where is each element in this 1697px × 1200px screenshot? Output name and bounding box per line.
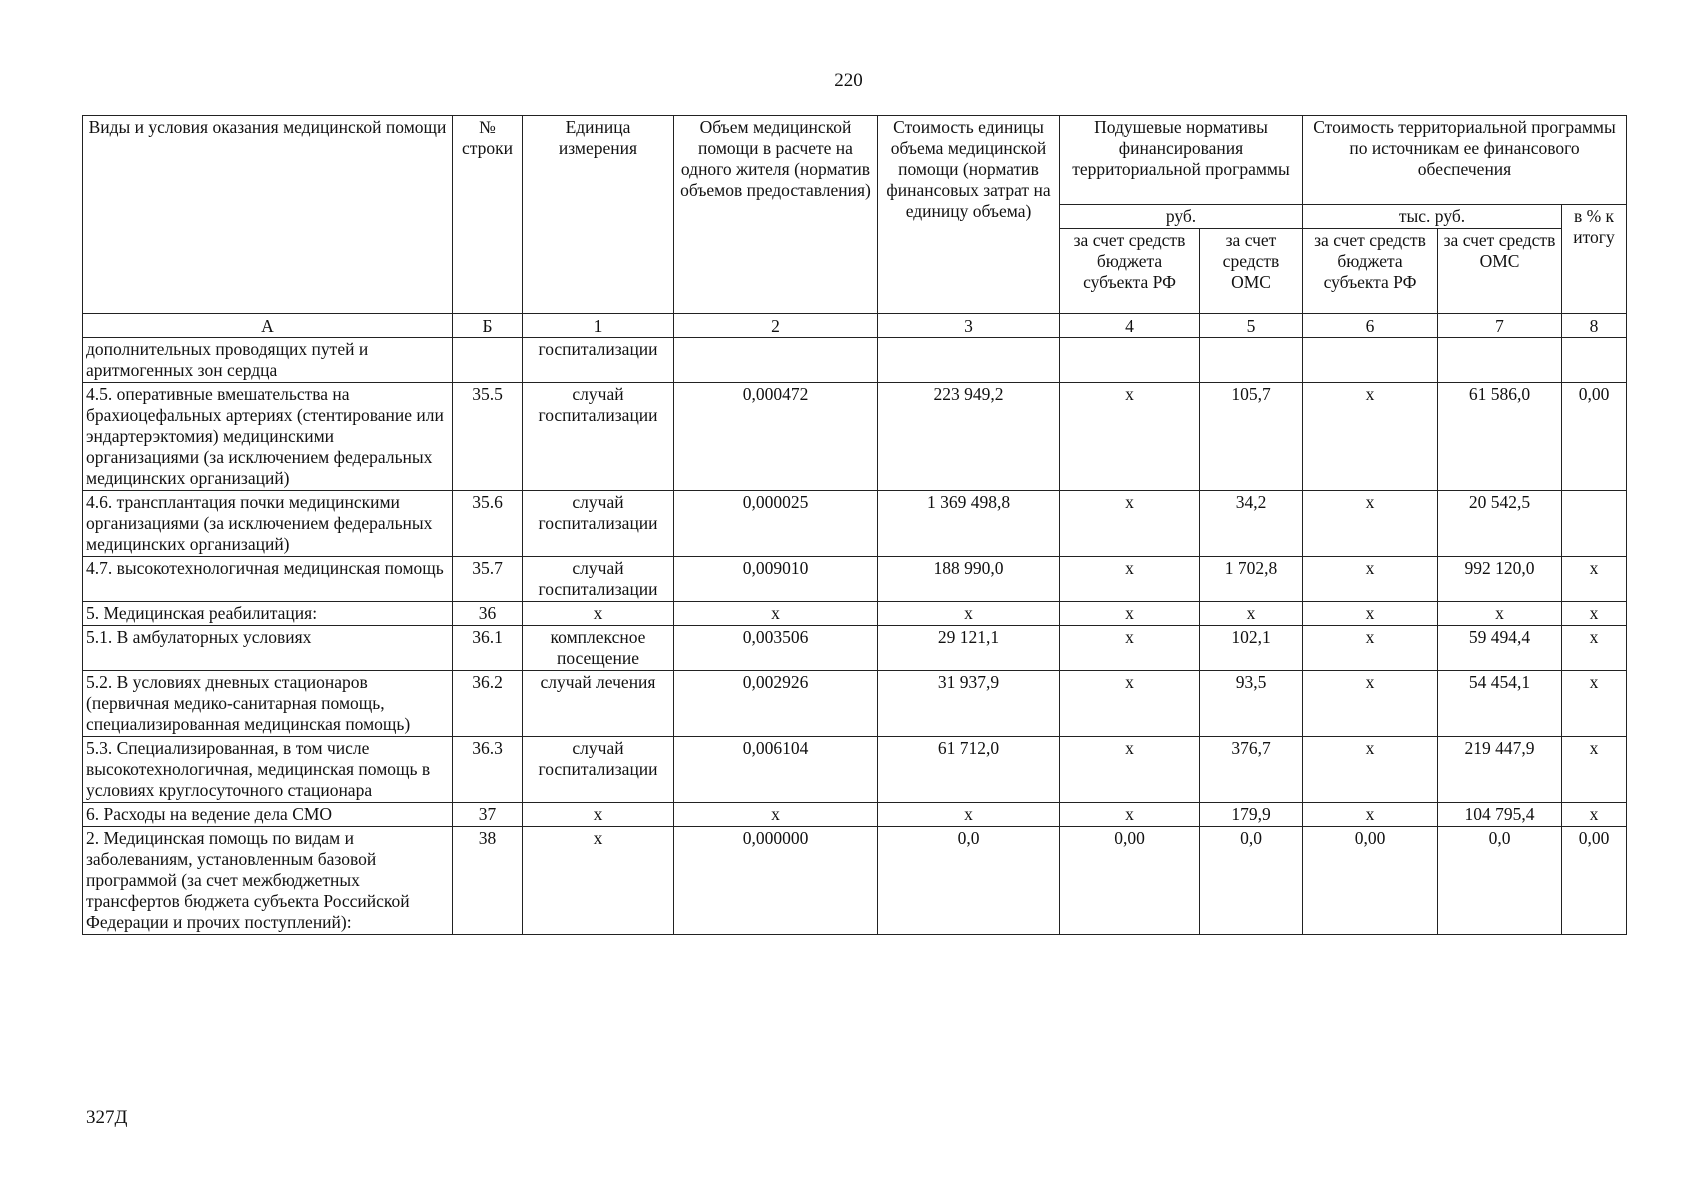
cell-row-number: 36.2 xyxy=(453,671,523,737)
column-number: 6 xyxy=(1303,314,1438,338)
header-cost-budget: за счет средств бюджета субъекта РФ xyxy=(1303,229,1438,314)
cell-type: 5. Медицинская реабилитация: xyxy=(83,602,453,626)
cell-type: 5.1. В амбулаторных условиях xyxy=(83,626,453,671)
cell-per-capita-oms: 105,7 xyxy=(1200,383,1303,491)
cell-volume: х xyxy=(674,803,878,827)
cell-unit: случай госпитализации xyxy=(523,737,674,803)
column-number: 8 xyxy=(1562,314,1627,338)
cell-volume: 0,006104 xyxy=(674,737,878,803)
cell-percent: х xyxy=(1562,803,1627,827)
cell-row-number: 36.1 xyxy=(453,626,523,671)
footer-code: 327Д xyxy=(86,1107,128,1128)
cell-unit: х xyxy=(523,803,674,827)
cell-cost-budget: х xyxy=(1303,383,1438,491)
cell-cost-budget: х xyxy=(1303,803,1438,827)
cell-per-capita-budget: х xyxy=(1060,383,1200,491)
cell-unit-cost: х xyxy=(878,803,1060,827)
cell-unit-cost: 29 121,1 xyxy=(878,626,1060,671)
cell-unit: госпитализации xyxy=(523,338,674,383)
table-body xyxy=(83,314,1627,935)
cell-cost-budget: х xyxy=(1303,626,1438,671)
cell-type: 4.7. высокотехнологичная медицинская помощь xyxy=(83,557,453,602)
header-cost-oms: за счет средств ОМС xyxy=(1438,229,1562,314)
cell-per-capita-budget: х xyxy=(1060,671,1200,737)
cell-percent: х xyxy=(1562,602,1627,626)
cell-cost-budget: х xyxy=(1303,671,1438,737)
cell-row-number: 35.5 xyxy=(453,383,523,491)
cell-row-number xyxy=(453,338,523,383)
cell-volume: 0,002926 xyxy=(674,671,878,737)
table-row xyxy=(83,803,1627,827)
page-number: 220 xyxy=(834,70,863,91)
cell-percent: х xyxy=(1562,737,1627,803)
column-number: 5 xyxy=(1200,314,1303,338)
cell-cost-oms: 219 447,9 xyxy=(1438,737,1562,803)
cell-unit: х xyxy=(523,827,674,935)
table-header xyxy=(83,116,1627,314)
column-number: Б xyxy=(453,314,523,338)
cell-cost-oms: 0,0 xyxy=(1438,827,1562,935)
table-row xyxy=(83,338,1627,383)
cell-unit-cost xyxy=(878,338,1060,383)
cell-unit: х xyxy=(523,602,674,626)
cell-type: 5.3. Специализированная, в том числе высокотехнологичная, медицинская помощь в условиях круглосуточного стационара xyxy=(83,737,453,803)
cell-unit-cost: х xyxy=(878,602,1060,626)
cell-unit-cost: 1 369 498,8 xyxy=(878,491,1060,557)
cell-percent xyxy=(1562,338,1627,383)
table-row xyxy=(83,557,1627,602)
cell-per-capita-oms: х xyxy=(1200,602,1303,626)
cell-cost-budget: х xyxy=(1303,737,1438,803)
cell-per-capita-oms: 102,1 xyxy=(1200,626,1303,671)
cell-type: 4.6. трансплантация почки медицинскими организациями (за исключением федеральных медицинских организаций) xyxy=(83,491,453,557)
cell-cost-oms: х xyxy=(1438,602,1562,626)
cell-volume: 0,003506 xyxy=(674,626,878,671)
cell-unit: комплексное посещение xyxy=(523,626,674,671)
header-volume: Объем медицинской помощи в расчете на одного жителя (норматив объемов предоставления) xyxy=(674,116,878,314)
cell-row-number: 36.3 xyxy=(453,737,523,803)
cell-cost-budget xyxy=(1303,338,1438,383)
header-program-cost: Стоимость территориальной программы по источникам ее финансового обеспечения xyxy=(1303,116,1627,205)
header-unit-cost: Стоимость единицы объема медицинской помощи (норматив финансовых затрат на единицу объема) xyxy=(878,116,1060,314)
cell-cost-oms: 54 454,1 xyxy=(1438,671,1562,737)
cell-per-capita-budget xyxy=(1060,338,1200,383)
cell-per-capita-budget: х xyxy=(1060,491,1200,557)
table-row xyxy=(83,671,1627,737)
cell-cost-budget: х xyxy=(1303,491,1438,557)
cell-volume: 0,000025 xyxy=(674,491,878,557)
column-number: 7 xyxy=(1438,314,1562,338)
column-number: А xyxy=(83,314,453,338)
cell-per-capita-budget: х xyxy=(1060,803,1200,827)
cell-type: 6. Расходы на ведение дела СМО xyxy=(83,803,453,827)
cell-per-capita-budget: х xyxy=(1060,626,1200,671)
cell-percent: х xyxy=(1562,671,1627,737)
cell-percent: х xyxy=(1562,557,1627,602)
table-row xyxy=(83,626,1627,671)
header-row-number: № строки xyxy=(453,116,523,314)
header-percent: в % к итогу xyxy=(1562,205,1627,314)
cell-type: 2. Медицинская помощь по видам и заболеваниям, установленным базовой программой (за счет межбюджетных трансфертов бюджета субъекта Российской Федерации и прочих поступлений): xyxy=(83,827,453,935)
cell-percent: 0,00 xyxy=(1562,827,1627,935)
cell-cost-oms: 20 542,5 xyxy=(1438,491,1562,557)
header-per-capita-budget: за счет средств бюджета субъекта РФ xyxy=(1060,229,1200,314)
header-per-capita: Подушевые нормативы финансирования территориальной программы xyxy=(1060,116,1303,205)
cell-per-capita-oms: 93,5 xyxy=(1200,671,1303,737)
cell-unit-cost: 0,0 xyxy=(878,827,1060,935)
cell-per-capita-oms: 0,0 xyxy=(1200,827,1303,935)
cell-per-capita-oms xyxy=(1200,338,1303,383)
cell-unit: случай лечения xyxy=(523,671,674,737)
cell-per-capita-oms: 179,9 xyxy=(1200,803,1303,827)
financing-table xyxy=(82,115,1627,935)
cell-per-capita-oms: 1 702,8 xyxy=(1200,557,1303,602)
table-row xyxy=(83,737,1627,803)
table-row xyxy=(83,602,1627,626)
cell-per-capita-oms: 34,2 xyxy=(1200,491,1303,557)
cell-unit-cost: 31 937,9 xyxy=(878,671,1060,737)
cell-volume xyxy=(674,338,878,383)
cell-cost-budget: х xyxy=(1303,602,1438,626)
cell-per-capita-budget: х xyxy=(1060,557,1200,602)
cell-cost-oms: 992 120,0 xyxy=(1438,557,1562,602)
cell-volume: 0,000000 xyxy=(674,827,878,935)
cell-volume: 0,009010 xyxy=(674,557,878,602)
table-row xyxy=(83,383,1627,491)
cell-row-number: 35.6 xyxy=(453,491,523,557)
column-number: 1 xyxy=(523,314,674,338)
cell-type: 4.5. оперативные вмешательства на брахиоцефальных артериях (стентирование или эндартерэктомия) медицинскими организациями (за исключением федеральных медицинских организаций) xyxy=(83,383,453,491)
cell-per-capita-budget: 0,00 xyxy=(1060,827,1200,935)
cell-per-capita-budget: х xyxy=(1060,737,1200,803)
cell-percent xyxy=(1562,491,1627,557)
column-number: 4 xyxy=(1060,314,1200,338)
header-per-capita-oms: за счет средств ОМС xyxy=(1200,229,1303,314)
cell-unit: случай госпитализации xyxy=(523,557,674,602)
header-program-cost-unit: тыс. руб. xyxy=(1303,205,1562,229)
cell-unit-cost: 61 712,0 xyxy=(878,737,1060,803)
cell-cost-oms: 59 494,4 xyxy=(1438,626,1562,671)
table-row xyxy=(83,491,1627,557)
cell-cost-budget: 0,00 xyxy=(1303,827,1438,935)
column-number-row xyxy=(83,314,1627,338)
column-number: 2 xyxy=(674,314,878,338)
cell-row-number: 38 xyxy=(453,827,523,935)
cell-per-capita-oms: 376,7 xyxy=(1200,737,1303,803)
cell-volume: х xyxy=(674,602,878,626)
cell-cost-budget: х xyxy=(1303,557,1438,602)
cell-type: 5.2. В условиях дневных стационаров (первичная медико-санитарная помощь, специализированная медицинская помощь) xyxy=(83,671,453,737)
cell-unit: случай госпитализации xyxy=(523,383,674,491)
column-number: 3 xyxy=(878,314,1060,338)
cell-unit-cost: 188 990,0 xyxy=(878,557,1060,602)
cell-unit-cost: 223 949,2 xyxy=(878,383,1060,491)
header-per-capita-unit: руб. xyxy=(1060,205,1303,229)
cell-row-number: 35.7 xyxy=(453,557,523,602)
cell-type: дополнительных проводящих путей и аритмогенных зон сердца xyxy=(83,338,453,383)
header-unit: Единица измерения xyxy=(523,116,674,314)
cell-row-number: 36 xyxy=(453,602,523,626)
cell-unit: случай госпитализации xyxy=(523,491,674,557)
cell-row-number: 37 xyxy=(453,803,523,827)
cell-percent: 0,00 xyxy=(1562,383,1627,491)
cell-cost-oms xyxy=(1438,338,1562,383)
cell-per-capita-budget: х xyxy=(1060,602,1200,626)
table-row xyxy=(83,827,1627,935)
header-type: Виды и условия оказания медицинской помощи xyxy=(83,116,453,314)
cell-percent: х xyxy=(1562,626,1627,671)
cell-volume: 0,000472 xyxy=(674,383,878,491)
cell-cost-oms: 61 586,0 xyxy=(1438,383,1562,491)
cell-cost-oms: 104 795,4 xyxy=(1438,803,1562,827)
